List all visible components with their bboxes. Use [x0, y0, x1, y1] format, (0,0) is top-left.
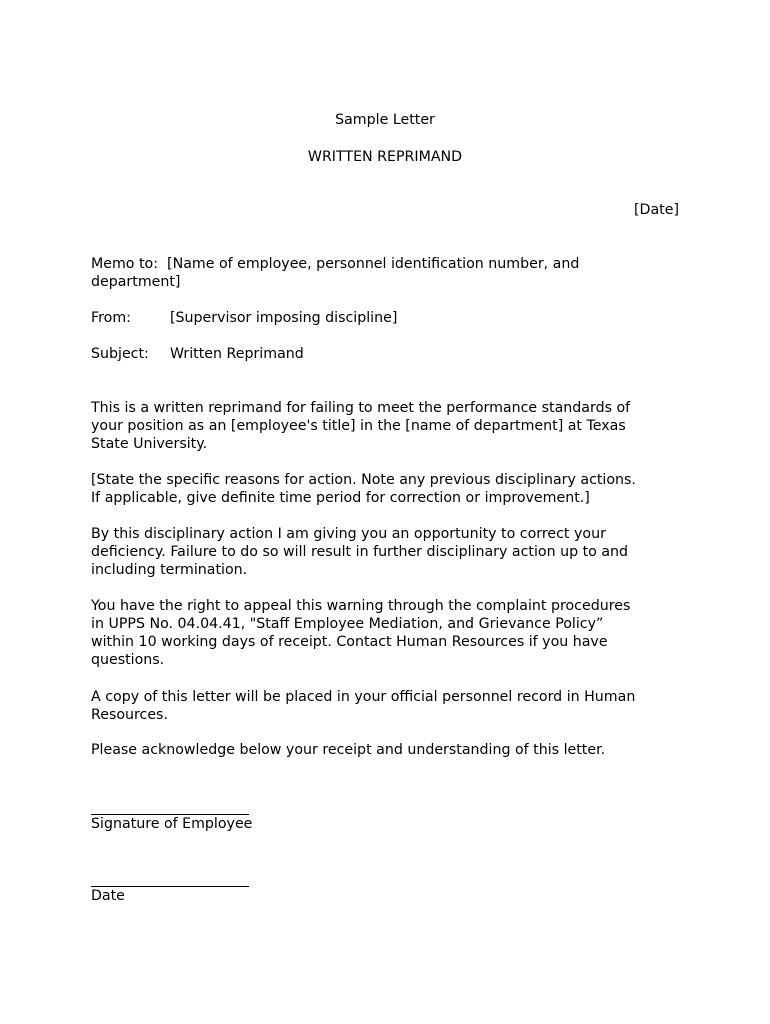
memo-to-label: Memo to: — [91, 256, 159, 272]
paragraph-line: A copy of this letter will be placed in your official personnel record in Human — [91, 689, 636, 705]
letter-heading: Sample Letter — [335, 112, 435, 128]
date-placeholder: [Date] — [634, 202, 679, 218]
body-paragraph-1 — [91, 399, 691, 453]
body-paragraph-5 — [91, 688, 691, 724]
body-paragraph-3 — [91, 525, 691, 579]
paragraph-line: Resources. — [91, 707, 168, 723]
paragraph-line: [State the specific reasons for action. Note any previous disciplinary actions. — [91, 472, 636, 488]
paragraph-line: State University. — [91, 436, 208, 452]
paragraph-line: Please acknowledge below your receipt and understanding of this letter. — [91, 742, 606, 758]
memo-to-line-1 — [91, 255, 691, 273]
paragraph-line: If applicable, give definite time period for correction or improvement.] — [91, 490, 590, 506]
body-paragraph-6 — [91, 741, 691, 759]
memo-to-value-2: department] — [91, 274, 181, 290]
date-label: Date — [91, 888, 125, 904]
subject-label: Subject: — [91, 346, 149, 362]
paragraph-line: You have the right to appeal this warning through the complaint procedures — [91, 598, 631, 614]
paragraph-line: your position as an [employee's title] in the [name of department] at Texas — [91, 418, 626, 434]
from-field — [91, 309, 691, 327]
paragraph-line: By this disciplinary action I am giving you an opportunity to correct your — [91, 526, 606, 542]
subject-field — [91, 345, 691, 363]
paragraph-line: questions. — [91, 652, 165, 668]
paragraph-line: including termination. — [91, 562, 248, 578]
body-paragraph-2 — [91, 471, 691, 507]
signature-label: Signature of Employee — [91, 816, 253, 832]
from-value: [Supervisor imposing discipline] — [170, 310, 398, 326]
paragraph-line: within 10 working days of receipt. Contact Human Resources if you have — [91, 634, 608, 650]
paragraph-line: in UPPS No. 04.04.41, "Staff Employee Mediation, and Grievance Policy” — [91, 616, 604, 632]
subject-value: Written Reprimand — [170, 346, 304, 362]
memo-to-field — [91, 255, 691, 291]
paragraph-line: deficiency. Failure to do so will result in further disciplinary action up to and — [91, 544, 629, 560]
from-label: From: — [91, 310, 131, 326]
memo-to-value-1: [Name of employee, personnel identification number, and — [167, 256, 580, 272]
paragraph-line: This is a written reprimand for failing to meet the performance standards of — [91, 400, 631, 416]
body-paragraph-4 — [91, 597, 691, 669]
letter-subheading: WRITTEN REPRIMAND — [307, 149, 463, 165]
